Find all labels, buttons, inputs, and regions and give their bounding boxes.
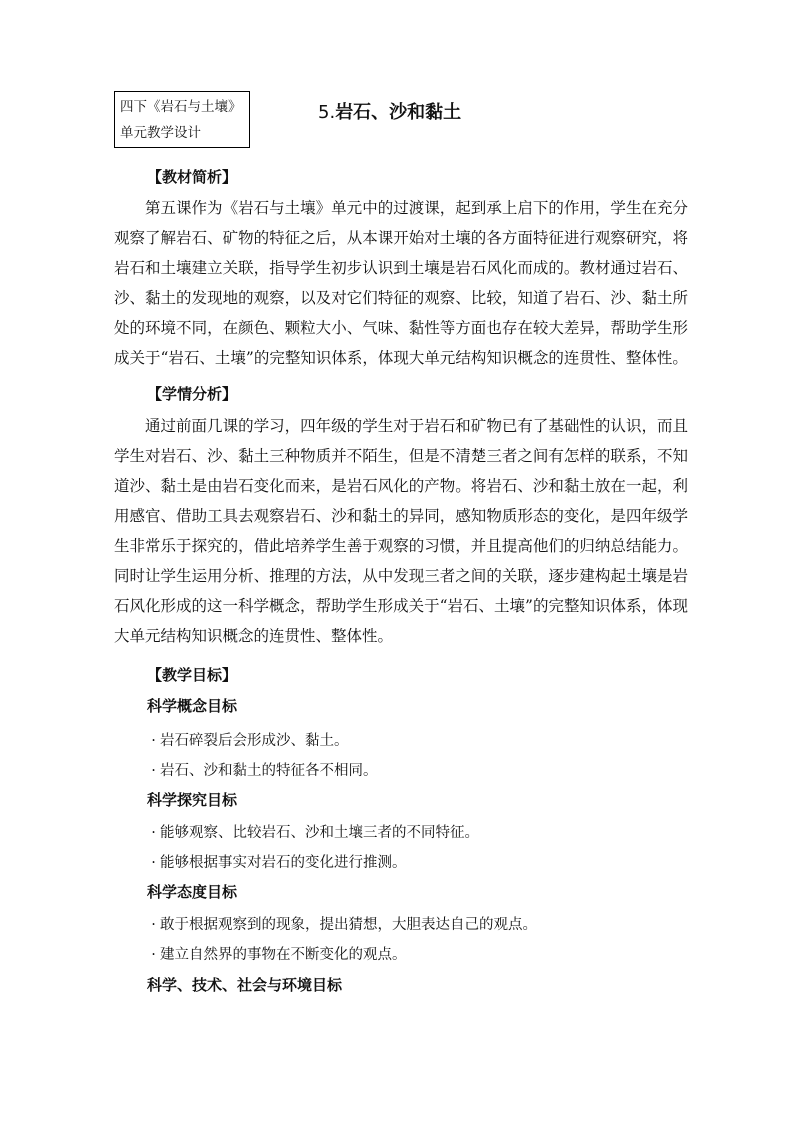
subheading-stse: 科学、技术、社会与环境目标 [147,976,343,994]
bullet-marker: · [151,733,156,749]
bullet-marker: · [151,763,156,779]
unit-label-line1: 四下《岩石与土壤》 [120,99,242,115]
section-heading-goals: 【教学目标】 [147,666,238,684]
page-title [318,98,461,124]
paragraph-students: 通过前面几课的学习，四年级的学生对于岩石和矿物已有了基础性的认识，而且学生对岩石、沙、黏土三种物质并不陌生，但是不清楚三者之间有怎样的联系，不知道沙、黏土是由岩石变化而来，是岩石风化的产物。将岩石、沙和黏土放在一起，利用感官、借助工具去观察岩石、沙和黏土的异同，感知物质形态的变化，是四年级学生非常乐于探究的，借此培养学生善于观察的习惯，并且提高他们的归纳总结能力。同时让学生运用分析、推理的方法，从中发现三者之间的关联，逐步建构起土壤是岩石风化形成的这一科学概念，帮助学生形成关于“岩石、土壤”的完整知识体系，体现大单元结构知识概念的连贯性、整体性。 [114,417,688,645]
section-heading-students: 【学情分析】 [147,385,238,403]
list-item: · 敢于根据观察到的现象，提出猜想，大胆表达自己的观点。 [147,913,537,934]
subheading-concept: 科学概念目标 [147,697,238,715]
unit-label-box [114,91,250,148]
list-item: · 岩石、沙和黏土的特征各不相同。 [147,759,378,780]
bullet-marker: · [151,825,156,841]
bullet-marker: · [151,917,156,933]
list-item: · 岩石碎裂后会形成沙、黏土。 [147,729,349,750]
list-item: · 能够根据事实对岩石的变化进行推测。 [147,851,407,872]
list-item: · 能够观察、比较岩石、沙和土壤三者的不同特征。 [147,821,479,842]
subheading-inquiry: 科学探究目标 [147,791,238,809]
subheading-attitude: 科学态度目标 [147,883,238,901]
list-item: · 建立自然界的事物在不断变化的观点。 [147,943,407,964]
title-text: 岩石、沙和黏土 [335,102,462,123]
bullet-marker: · [151,947,156,963]
unit-label-line2: 单元教学设计 [120,125,201,141]
bullet-marker: · [151,855,156,871]
section-heading-textbook: 【教材简析】 [147,168,238,186]
paragraph-textbook: 第五课作为《岩石与土壤》单元中的过渡课，起到承上启下的作用，学生在充分观察了解岩石、矿物的特征之后，从本课开始对土壤的各方面特征进行观察研究，将岩石和土壤建立关联，指导学生初步认识到土壤是岩石风化而成的。教材通过岩石、沙、黏土的发现地的观察，以及对它们特征的观察、比较，知道了岩石、沙、黏土所处的环境不同，在颜色、颗粒大小、气味、黏性等方面也存在较大差异，帮助学生形成关于“岩石、土壤”的完整知识体系，体现大单元结构知识概念的连贯性、整体性。 [114,199,688,367]
title-number: 5. [318,102,336,123]
